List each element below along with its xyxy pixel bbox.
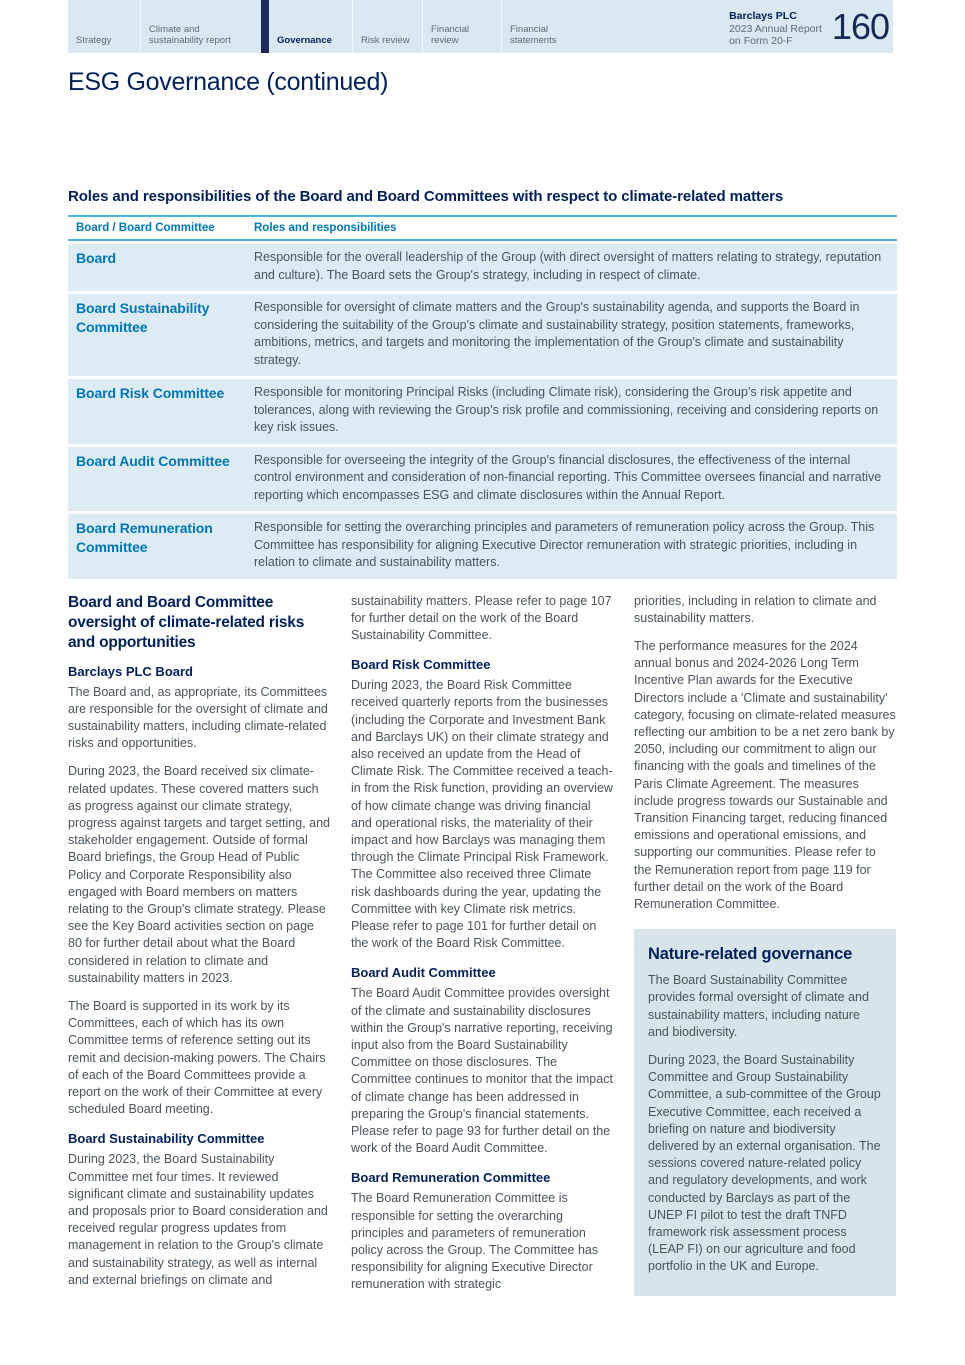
committee-responsibilities: Responsible for the overall leadership of the Group (with direct oversight of matters relating to strategy, reputation and culture). The Board sets the Group's strategy, including in respect of climate. — [254, 250, 882, 282]
tab-governance[interactable] — [269, 0, 352, 53]
tab-financial-review-label: Financial review — [431, 24, 470, 46]
table-row — [68, 379, 897, 444]
tab-strategy[interactable] — [68, 0, 140, 53]
table-row — [68, 244, 897, 291]
section-heading: Board and Board Committee oversight of climate-related risks and opportunities — [68, 593, 305, 651]
subheading-board-remuneration-committee: Board Remuneration Committee — [351, 1170, 551, 1186]
paragraph: During 2023, the Board Risk Committee received quarterly reports from the businesses (including the Corporate and Investment Bank and Barclays UK) on their climate strategy and also received an update from the Head of Climate Risk. The Committee received a teach-in from the Risk function, providing an overview of how climate change was driving financial and operational risks, the materiality of their impact and how Barclays was managing them through the Climate Principal Risk Framework. The Committee also received three Climate risk dashboards during the year, updating the Committee with key Climate risk metrics. Please refer to page 101 for further detail on the work of the Board Risk Committee. — [351, 678, 613, 951]
committee-responsibilities: Responsible for monitoring Principal Risks (including Climate risk), considering the Group's risk appetite and tolerances, along with reviewing the Group's risk profile and commissioning, receiving and considering reports on key risk issues. — [254, 385, 879, 434]
page-title: ESG Governance (continued) — [68, 68, 389, 96]
committee-name: Board Risk Committee — [76, 385, 225, 401]
column-header-committee: Board / Board Committee — [76, 222, 215, 234]
committee-name: Board — [76, 250, 116, 266]
paragraph: sustainability matters. Please refer to page 107 for further detail on the work of the Board Sustainability Committee. — [351, 593, 612, 642]
tab-financial-statements-label: Financial statements — [510, 24, 557, 46]
tab-strategy-label: Strategy — [76, 35, 112, 46]
table-title: Roles and responsibilities of the Board and Board Committees with respect to climate-related matters — [68, 188, 784, 205]
tab-financial-statements[interactable] — [501, 0, 582, 53]
table-row — [68, 514, 897, 579]
paragraph: The performance measures for the 2024 annual bonus and 2024-2026 Long Term Incentive Plan awards for the Executive Directors include a 'Climate and sustainability' category, focusing on climate-related measures reflecting our ambition to be a net zero bank by 2050, including our commitment to align our financing with the goals and timelines of the Paris Climate Agreement. The measures include progress towards our Sustainable and Transition Financing target, reducing financed emissions and operational emissions, and supporting our communities. Please refer to the Remuneration report from page 119 for further detail on the work of the Board Remuneration Committee. — [634, 638, 896, 911]
nature-box-heading: Nature-related governance — [648, 945, 853, 964]
committee-responsibilities: Responsible for oversight of climate matters and the Group's sustainability agenda, and supports the Board in considering the suitability of the Group's climate and sustainability strategy, position statements, frameworks, ambitions, metrics, and targets and monitoring the implementation of the Group's climate and sustainability strategy. — [254, 300, 860, 367]
tab-climate-sustainability-report[interactable] — [140, 0, 261, 53]
paragraph: The Board Audit Committee provides oversight of the climate and sustainability disclosures within the Group's narrative reporting, receiving input also from the Board Sustainability Committee on those disclosures. The Committee continues to monitor that the impact of climate change has been addressed in preparing the Group's financial statements. Please refer to page 93 for further detail on the work of the Board Audit Committee. — [351, 986, 613, 1156]
active-tab-indicator — [261, 0, 269, 53]
subheading-board-audit-committee: Board Audit Committee — [351, 965, 496, 981]
article-column-2 — [351, 593, 613, 1296]
report-section-nav — [68, 0, 893, 53]
column-header-responsibilities: Roles and responsibilities — [254, 222, 397, 234]
article-columns — [68, 593, 897, 1296]
paragraph: During 2023, the Board received six climate-related updates. These covered matters such as progress against our climate strategy, progress against targets and target setting, and stakeholder engagement. Outside of formal Board briefings, the Group Head of Public Policy and Corporate Responsibility also engaged with Board members on matters relating to the Group's climate strategy. Please see the Key Board activities section on page 80 for further detail about what the Board considered in relation to climate and sustainability matters in 2023. — [68, 764, 330, 985]
nature-related-governance-box — [634, 929, 896, 1295]
subheading-board-risk-committee: Board Risk Committee — [351, 657, 491, 673]
table-row — [68, 447, 897, 512]
subheading-barclays-plc-board: Barclays PLC Board — [68, 663, 193, 679]
paragraph: During 2023, the Board Sustainability Committee and Group Sustainability Committee, a sub-committee of the Group Executive Committee, each received a briefing on nature and biodiversity delivered by an external organisation. The sessions covered nature-related policy and regulatory developments, and work conducted by Barclays as part of the UNEP FI pilot to test the draft TNFD framework risk assessment process (LEAP FI) on our agriculture and food portfolio in the UK and Europe. — [648, 1052, 881, 1274]
paragraph: The Board Remuneration Committee is responsible for setting the overarching principles and parameters of remuneration policy across the Group. The Committee has responsibility for aligning Executive Director remuneration with strategic — [351, 1191, 599, 1292]
table-row — [68, 294, 897, 376]
tab-risk-review[interactable] — [352, 0, 422, 53]
committee-name: Board Remuneration Committee — [76, 520, 213, 555]
paragraph: During 2023, the Board Sustainability Committee met four times. It reviewed significant climate and sustainability updates and proposals prior to Board consideration and received regular progress updates from management in relation to the Group's climate and sustainability strategy, as well as internal and external briefings on climate and — [68, 1152, 328, 1287]
brand-report-name: 2023 Annual Report — [729, 22, 822, 35]
table-header-row — [68, 215, 897, 241]
committee-name: Board Audit Committee — [76, 452, 230, 469]
brand-form-name: on Form 20-F — [729, 35, 793, 47]
subheading-board-sustainability-committee: Board Sustainability Committee — [68, 1131, 265, 1147]
paragraph: priorities, including in relation to climate and sustainability matters. — [634, 593, 877, 625]
committee-responsibilities: Responsible for setting the overarching principles and parameters of remuneration policy across the Group. This Committee has responsibility for aligning Executive Director remuneration with strategic priorities, including in relation to climate and sustainability matters. — [254, 520, 875, 569]
page-content — [68, 0, 897, 1296]
article-column-3 — [634, 593, 896, 1296]
page-number: 160 — [831, 5, 889, 47]
committee-responsibilities: Responsible for overseeing the integrity of the Group's financial disclosures, the effectiveness of the internal control environment and consideration of non-financial reporting. This Committee oversees financial and narrative reporting which encompasses ESG and climate disclosures within the Annual Report. — [254, 452, 882, 502]
tab-risk-review-label: Risk review — [361, 35, 410, 46]
brand-company-name: Barclays PLC — [729, 10, 797, 22]
paragraph: The Board and, as appropriate, its Committees are responsible for the oversight of climate and sustainability matters, including climate-related risks and opportunities. — [68, 684, 328, 751]
paragraph: The Board is supported in its work by its Committees, each of which has its own Committee terms of reference setting out its remit and decision-making powers. The Chairs of each of the Board Committees provide a report on the work of their Committee at every scheduled Board meeting. — [68, 998, 326, 1117]
roles-responsibilities-table — [68, 215, 897, 579]
tab-climate-label: Climate and sustainability report — [149, 24, 231, 46]
tab-financial-review[interactable] — [422, 0, 501, 53]
tab-governance-label: Governance — [277, 35, 332, 46]
article-column-1 — [68, 593, 330, 1296]
committee-name: Board Sustainability Committee — [76, 300, 210, 335]
report-brand-block — [729, 0, 822, 53]
paragraph: The Board Sustainability Committee provides formal oversight of climate and sustainability matters, including nature and biodiversity. — [648, 973, 869, 1039]
